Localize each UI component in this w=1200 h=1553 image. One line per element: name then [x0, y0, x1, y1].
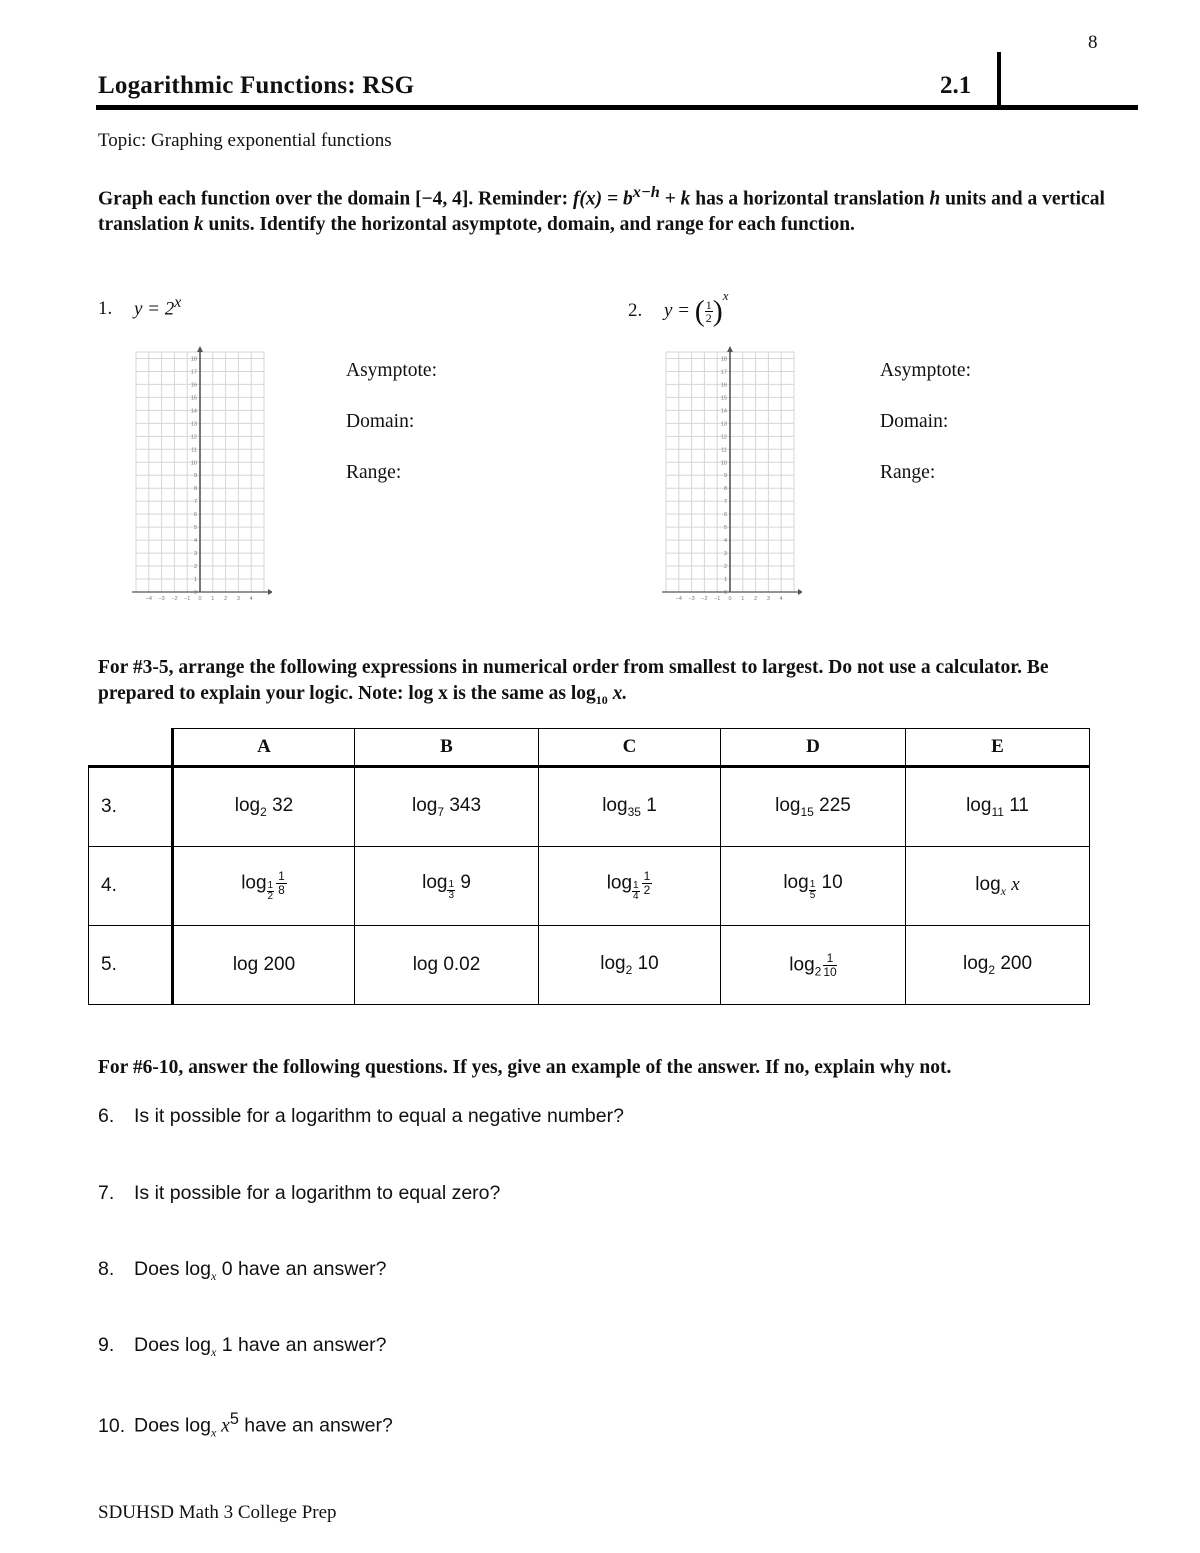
table-row — [89, 847, 1090, 926]
page-title: Logarithmic Functions: RSG — [98, 72, 415, 99]
svg-text:−4: −4 — [145, 596, 152, 602]
blank-header-cell — [89, 729, 173, 767]
range-label-2: Range: — [880, 462, 936, 483]
question-number: 8. — [98, 1258, 115, 1280]
topic-line: Topic: Graphing exponential functions — [98, 130, 392, 151]
svg-text:3: 3 — [193, 551, 197, 558]
column-header-a: A — [173, 729, 355, 767]
question-6 — [98, 1105, 624, 1128]
svg-text:12: 12 — [190, 434, 197, 441]
svg-text:−1: −1 — [184, 596, 191, 602]
table-cell: log $\frac{1}{4}$ $\frac{1}{2}$ — [539, 847, 721, 926]
svg-text:17: 17 — [720, 369, 727, 376]
formula: f(x) = b — [572, 188, 633, 210]
question-number: 7. — [98, 1182, 115, 1204]
ordering-table — [88, 728, 1090, 1005]
ordering-instructions — [98, 655, 1108, 713]
row-number: 4. — [89, 847, 173, 926]
svg-text:12: 12 — [720, 434, 727, 441]
question-text: Is it possible for a logarithm to equal zero? — [134, 1182, 501, 1204]
table-cell: $\log_2 32$ — [173, 767, 355, 847]
question-7 — [98, 1182, 500, 1205]
svg-text:4: 4 — [249, 596, 253, 602]
table-header-row — [89, 729, 1090, 767]
paren-open: ( — [694, 294, 705, 328]
svg-text:0: 0 — [198, 596, 202, 602]
svg-text:1: 1 — [723, 577, 727, 584]
svg-text:−3: −3 — [158, 596, 165, 602]
column-header-d: D — [721, 729, 906, 767]
svg-text:2: 2 — [723, 564, 727, 571]
formula-exponent: x−h — [632, 183, 660, 201]
svg-text:1: 1 — [741, 596, 745, 602]
svg-text:3: 3 — [766, 596, 770, 602]
problem-1 — [98, 294, 181, 320]
section-number: 2.1 — [940, 72, 972, 99]
svg-text:−4: −4 — [675, 596, 682, 602]
svg-text:8: 8 — [193, 486, 197, 493]
table-row — [89, 767, 1090, 847]
svg-text:16: 16 — [720, 382, 727, 389]
table-row — [89, 926, 1090, 1005]
svg-text:16: 16 — [190, 382, 197, 389]
svg-text:4: 4 — [779, 596, 783, 602]
svg-text:14: 14 — [190, 408, 197, 415]
row-number: 3. — [89, 767, 173, 847]
header-vertical-divider — [997, 52, 1001, 107]
svg-text:4: 4 — [723, 538, 727, 545]
frac-num: 1 — [705, 298, 712, 313]
table-cell: $\log_2$ $\frac{1}{10}$ — [721, 926, 906, 1005]
svg-text:5: 5 — [723, 525, 727, 532]
svg-text:6: 6 — [193, 512, 197, 519]
table-cell: $\log_2 200$ — [906, 926, 1090, 1005]
svg-text:15: 15 — [190, 395, 197, 402]
svg-text:10: 10 — [190, 460, 197, 467]
instr-text: units and a vertical translation — [98, 188, 1105, 235]
column-header-b: B — [355, 729, 539, 767]
svg-text:−1: −1 — [714, 596, 721, 602]
ordering-end: x. — [607, 682, 628, 704]
svg-text:15: 15 — [720, 395, 727, 402]
frac-den: 2 — [705, 311, 712, 326]
svg-text:1: 1 — [193, 577, 197, 584]
table-cell: log 200 — [173, 926, 355, 1005]
fraction — [705, 299, 713, 324]
question-10: 10. Does $\log_x x^5$ have an answer? — [98, 1410, 393, 1440]
svg-text:11: 11 — [191, 447, 197, 454]
question-text: Is it possible for a logarithm to equal a negative number? — [134, 1105, 624, 1127]
question-number: 9. — [98, 1334, 115, 1356]
table-cell: log 0.02 — [355, 926, 539, 1005]
svg-text:7: 7 — [193, 499, 197, 506]
svg-text:2: 2 — [193, 564, 197, 571]
svg-text:13: 13 — [720, 421, 727, 428]
coordinate-grid-1[interactable] — [132, 346, 272, 606]
svg-text:18: 18 — [720, 356, 727, 363]
svg-text:6: 6 — [723, 512, 727, 519]
question-number: 6. — [98, 1105, 115, 1127]
graph-instructions — [98, 180, 1108, 238]
svg-text:4: 4 — [193, 538, 197, 545]
svg-text:14: 14 — [720, 408, 727, 415]
row-number: 5. — [89, 926, 173, 1005]
table-cell: $\log_{11} 11$ — [906, 767, 1090, 847]
domain-label-1: Domain: — [346, 411, 415, 432]
problem-equation: y = — [664, 300, 695, 321]
svg-text:−2: −2 — [171, 596, 178, 602]
table-cell: log $\frac{1}{2}$ $\frac{1}{8}$ — [173, 847, 355, 926]
footer-text: SDUHSD Math 3 College Prep — [98, 1502, 337, 1523]
problem-exponent: x — [722, 288, 729, 303]
range-label-1: Range: — [346, 462, 402, 483]
var-k: k — [193, 214, 204, 235]
table-cell: $\log_{15} 225$ — [721, 767, 906, 847]
svg-text:8: 8 — [723, 486, 727, 493]
question-text: Does log — [134, 1414, 211, 1437]
formula-tail: + k — [659, 188, 691, 210]
svg-text:7: 7 — [723, 499, 727, 506]
domain-label-2: Domain: — [880, 411, 949, 432]
svg-text:0: 0 — [728, 596, 732, 602]
svg-text:10: 10 — [720, 460, 727, 467]
table-cell: log $\frac{1}{3} 9$ — [355, 847, 539, 926]
table-cell: $\log_x x$ — [906, 847, 1090, 926]
asymptote-label-1: Asymptote: — [346, 360, 437, 381]
problem-equation: y = 2 — [134, 298, 175, 320]
problem-number: 1. — [98, 298, 113, 320]
header-rule — [96, 105, 1138, 110]
questions-heading: For #6-10, answer the following questions. If yes, give an example of the answer. If no, explain why not. — [98, 1057, 952, 1078]
svg-text:0: 0 — [193, 590, 197, 596]
column-header-c: C — [539, 729, 721, 767]
svg-text:9: 9 — [723, 473, 727, 480]
asymptote-label-2: Asymptote: — [880, 360, 971, 381]
svg-text:1: 1 — [211, 596, 215, 602]
question-text: Does log — [134, 1258, 211, 1280]
svg-text:−3: −3 — [688, 596, 695, 602]
table-cell: $\log_2 10$ — [539, 926, 721, 1005]
problem-exponent: x — [174, 294, 182, 311]
coordinate-grid-2[interactable] — [662, 346, 802, 606]
problem-number: 2. — [628, 300, 643, 321]
svg-text:2: 2 — [224, 596, 228, 602]
ordering-text: For #3-5, arrange the following expressions in numerical order from smallest to largest. Do not use a calculator. Be prepared to explain your logic. Note: log x is the same as log — [98, 657, 1049, 704]
instr-text: units. Identify the horizontal asymptote, domain, and range for each function. — [203, 214, 855, 235]
table-cell: log $\frac{1}{5} 10$ — [721, 847, 906, 926]
question-number: 10. — [98, 1414, 126, 1437]
question-text: Does log — [134, 1334, 211, 1356]
page-number: 8 — [1088, 32, 1098, 53]
var-h: h — [929, 188, 941, 210]
svg-text:3: 3 — [723, 551, 727, 558]
svg-text:11: 11 — [721, 447, 727, 454]
log-base-10: 10 — [595, 692, 608, 707]
svg-text:−2: −2 — [701, 596, 708, 602]
svg-text:2: 2 — [754, 596, 758, 602]
question-9: 9. Does $\log_x 1$ have an answer? — [98, 1334, 387, 1359]
svg-text:13: 13 — [190, 421, 197, 428]
question-8: 8. Does $\log_x 0$ have an answer? — [98, 1258, 387, 1283]
instr-text: Graph each function over the domain [−4, 4]. Reminder: — [98, 188, 573, 210]
svg-text:5: 5 — [193, 525, 197, 532]
svg-text:0: 0 — [723, 590, 727, 596]
svg-text:17: 17 — [190, 369, 197, 376]
svg-text:3: 3 — [236, 596, 240, 602]
problem-2 — [628, 288, 729, 329]
table-cell: $\log_{35} 1$ — [539, 767, 721, 847]
instr-text: has a horizontal translation — [690, 188, 930, 210]
svg-text:18: 18 — [190, 356, 197, 363]
paren-close: ) — [712, 294, 723, 328]
table-cell: $\log_7 343$ — [355, 767, 539, 847]
svg-text:9: 9 — [193, 473, 197, 480]
column-header-e: E — [906, 729, 1090, 767]
